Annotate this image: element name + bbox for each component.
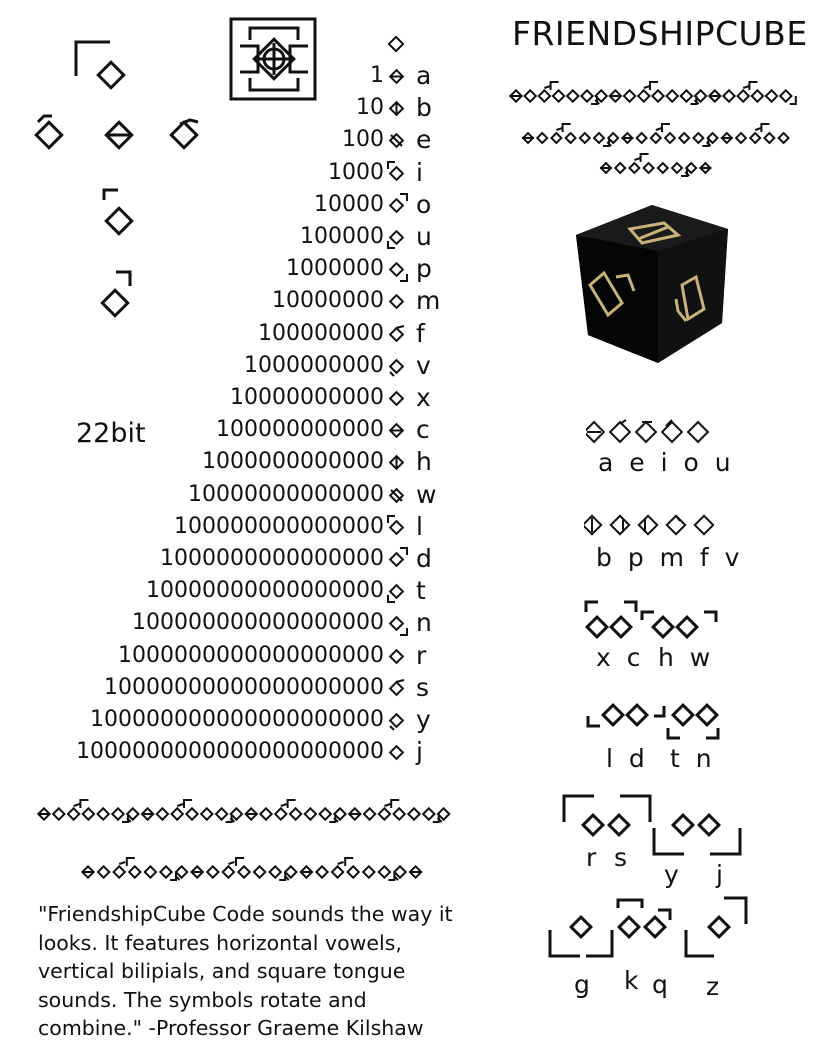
- g-letter: g: [574, 970, 594, 999]
- letter-label: e: [416, 125, 432, 155]
- example-glyph-line-3: [598, 152, 718, 182]
- glyph-diamond-icon: [594, 133, 604, 143]
- friendshipcube-photo: [572, 203, 732, 365]
- table-row: [0, 92, 460, 124]
- glyph-diamond-icon: [207, 866, 218, 877]
- binary-value: 1000: [328, 159, 384, 185]
- binary-value: 1000000000000: [202, 449, 384, 475]
- binary-value: 10000000000000000: [146, 578, 384, 604]
- letter-glyph-icon: [384, 607, 414, 639]
- letter-label: b: [416, 93, 432, 123]
- glyph-diamond-icon: [662, 422, 682, 442]
- glyph-diamond-icon: [539, 90, 550, 101]
- sentence-glyphs-line-1: [36, 790, 466, 834]
- binary-value: 100000000000000: [174, 513, 384, 539]
- glyph-diamond-icon: [98, 808, 109, 819]
- letter-glyph-icon: [384, 382, 414, 414]
- table-row: [0, 446, 460, 478]
- table-row: [0, 221, 460, 253]
- glyph-diamond-icon: [275, 808, 286, 819]
- glyph-diamond-icon: [695, 516, 713, 534]
- j-letter: j: [716, 860, 727, 889]
- glyph-diamond-icon: [112, 808, 123, 819]
- letter-glyph-icon: [384, 60, 414, 92]
- glyph-diamond-icon: [779, 133, 789, 143]
- glyph-diamond-icon: [223, 866, 234, 877]
- table-row: [0, 414, 460, 446]
- letter-label: f: [416, 318, 425, 348]
- letter-label: x: [416, 383, 431, 412]
- glyph-diamond-icon: [53, 808, 64, 819]
- binary-value: 100000000000000000000: [90, 707, 384, 732]
- letter-glyph-icon: [384, 543, 414, 575]
- xc-letters: x c: [596, 643, 645, 672]
- glyph-diamond-icon: [624, 90, 635, 101]
- glyph-diamond-icon: [332, 866, 343, 877]
- gkqz-glyphs: [546, 894, 756, 964]
- glyph-diamond-icon: [238, 866, 249, 877]
- binary-value: 10000000000: [230, 385, 384, 410]
- letter-glyph-icon: [384, 575, 414, 607]
- table-row: [0, 479, 460, 511]
- glyph-diamond-icon: [260, 808, 271, 819]
- glyph-diamond-icon: [637, 133, 647, 143]
- letter-glyph-icon: [384, 446, 414, 478]
- letter-label: l: [416, 511, 423, 541]
- glyph-diamond-icon: [348, 866, 359, 877]
- table-row: [0, 318, 460, 350]
- letter-label: y: [416, 705, 431, 734]
- binary-value: 100000000: [258, 320, 384, 346]
- binary-value: 1000000000000000000000: [76, 739, 384, 765]
- table-row: [0, 189, 460, 221]
- glyph-diamond-icon: [379, 866, 390, 877]
- glyph-diamond-icon: [629, 163, 639, 173]
- letter-glyph-icon: [384, 253, 414, 285]
- xc-hw-glyphs: [582, 598, 722, 642]
- letter-glyph-icon: [384, 350, 414, 382]
- glyph-diamond-icon: [566, 133, 576, 143]
- glyph-diamond-icon: [98, 866, 109, 877]
- s-letter: s: [614, 843, 632, 872]
- letter-label: a: [416, 61, 432, 90]
- glyph-diamond-icon: [638, 90, 649, 101]
- binary-value: 100000000000000000: [132, 610, 384, 636]
- glyph-diamond-icon: [636, 422, 656, 442]
- letter-glyph-icon: [384, 221, 414, 253]
- bilabial-glyphs: [584, 510, 714, 540]
- glyph-diamond-icon: [611, 516, 629, 534]
- bit-width-label: 22bit: [76, 418, 146, 449]
- glyph-diamond-icon: [580, 133, 590, 143]
- glyph-diamond-icon: [201, 808, 212, 819]
- glyph-diamond-icon: [681, 90, 692, 101]
- letter-glyph-icon: [384, 285, 414, 317]
- vowel-glyphs: [586, 414, 710, 448]
- glyph-diamond-icon: [83, 808, 94, 819]
- letter-label: t: [416, 576, 426, 606]
- glyph-diamond-icon: [553, 90, 564, 101]
- hw-letters: h w: [658, 643, 715, 672]
- y-letter: y: [664, 860, 683, 889]
- glyph-diamond-icon: [129, 866, 140, 877]
- table-row: [0, 575, 460, 607]
- glyph-diamond-icon: [752, 90, 763, 101]
- glyph-diamond-icon: [364, 808, 375, 819]
- glyph-diamond-icon: [290, 808, 301, 819]
- letter-label: o: [416, 189, 432, 219]
- table-row: [0, 124, 460, 156]
- glyph-diamond-icon: [644, 163, 654, 173]
- letter-label: i: [416, 157, 423, 187]
- glyph-diamond-icon: [780, 90, 791, 101]
- glyph-diamond-icon: [216, 808, 227, 819]
- table-row: [0, 607, 460, 639]
- glyph-diamond-icon: [667, 90, 678, 101]
- binary-value: 1000000: [286, 256, 384, 282]
- letter-label: n: [416, 608, 432, 638]
- table-row: [0, 543, 460, 575]
- glyph-diamond-icon: [658, 163, 668, 173]
- letter-label: u: [416, 222, 432, 251]
- binary-value: 1000000000: [244, 352, 384, 378]
- letter-label: c: [416, 415, 430, 445]
- z-letter: z: [706, 972, 724, 1001]
- ld-tn-glyphs: [584, 700, 724, 744]
- binary-value: 10000000: [272, 288, 384, 314]
- binary-value: 100000: [300, 224, 384, 249]
- table-row: [0, 672, 460, 704]
- binary-value: 10: [356, 95, 384, 121]
- glyph-diamond-icon: [320, 808, 331, 819]
- glyph-diamond-icon: [408, 808, 419, 819]
- q-letter: q: [652, 970, 672, 999]
- binary-code-table: [0, 0, 460, 780]
- glyph-diamond-icon: [537, 133, 547, 143]
- glyph-diamond-icon: [551, 133, 561, 143]
- glyph-diamond-icon: [394, 808, 405, 819]
- glyph-diamond-icon: [672, 163, 682, 173]
- glyph-diamond-icon: [738, 90, 749, 101]
- binary-value: 100: [342, 127, 384, 153]
- glyph-diamond-icon: [525, 90, 536, 101]
- table-row: [0, 350, 460, 382]
- glyph-diamond-icon: [172, 808, 183, 819]
- letter-glyph-icon: [384, 736, 414, 768]
- tn-letters: t n: [670, 744, 716, 773]
- glyph-diamond-icon: [766, 90, 777, 101]
- glyph-diamond-icon: [394, 866, 405, 877]
- glyph-diamond-icon: [679, 133, 689, 143]
- k-letter: k: [624, 966, 643, 995]
- glyph-diamond-icon: [581, 90, 592, 101]
- glyph-diamond-icon: [363, 866, 374, 877]
- letter-label: p: [416, 254, 432, 284]
- letter-label: m: [416, 286, 441, 316]
- letter-glyph-icon: [384, 704, 414, 736]
- glyph-diamond-icon: [667, 516, 685, 534]
- glyph-diamond-icon: [750, 133, 760, 143]
- table-row: [0, 157, 460, 189]
- professor-quote: "FriendshipCube Code sounds the way it looks. It features horizontal vowels, vertical bilipials, and square tongue sounds. The symbols rotate and combine." -Professor Graeme Kilshaw: [38, 902, 453, 1040]
- letter-glyph-icon: [384, 92, 414, 124]
- glyph-diamond-icon: [423, 808, 434, 819]
- ld-letters: l d: [606, 744, 649, 773]
- glyph-diamond-icon: [764, 133, 774, 143]
- letter-label: w: [416, 479, 437, 509]
- binary-value: 10000000000000000000: [104, 674, 384, 700]
- letter-label: s: [416, 672, 430, 702]
- glyph-diamond-icon: [145, 866, 156, 877]
- glyph-diamond-icon: [688, 422, 708, 442]
- glyph-diamond-icon: [736, 133, 746, 143]
- binary-value: 1: [370, 63, 384, 88]
- example-glyph-line-2: [520, 122, 795, 152]
- letter-glyph-icon: [384, 157, 414, 189]
- letter-glyph-icon: [384, 479, 414, 511]
- letter-glyph-icon: [384, 414, 414, 446]
- table-row: [0, 60, 460, 92]
- table-row: [0, 511, 460, 543]
- letter-glyph-icon: [384, 640, 414, 672]
- page-title: FRIENDSHIPCUBE: [512, 14, 808, 53]
- glyph-diamond-icon: [114, 866, 125, 877]
- r-letter: r: [586, 843, 601, 872]
- letter-glyph-icon: [384, 672, 414, 704]
- table-row: [0, 382, 460, 414]
- glyph-diamond-icon: [610, 422, 630, 442]
- glyph-diamond-icon: [270, 866, 281, 877]
- letter-label: v: [416, 350, 431, 380]
- glyph-diamond-icon: [567, 90, 578, 101]
- letter-label: d: [416, 544, 432, 573]
- glyph-diamond-icon: [652, 90, 663, 101]
- glyph-diamond-icon: [176, 866, 187, 877]
- glyph-diamond-icon: [157, 808, 168, 819]
- example-glyph-line-1: [508, 74, 798, 112]
- letter-glyph-icon: [384, 124, 414, 156]
- letter-label: j: [416, 737, 423, 767]
- glyph-diamond-icon: [316, 866, 327, 877]
- glyph-diamond-icon: [665, 133, 675, 143]
- glyph-diamond-icon: [254, 866, 265, 877]
- letter-glyph-icon: [384, 511, 414, 543]
- glyph-diamond-icon: [285, 866, 296, 877]
- glyph-diamond-icon: [305, 808, 316, 819]
- sentence-glyphs-line-2: [80, 846, 440, 896]
- binary-value: 10000: [314, 191, 384, 217]
- binary-value: 1000000000000000000: [118, 642, 384, 668]
- binary-value: 10000000000000: [188, 481, 384, 507]
- glyph-diamond-icon: [186, 808, 197, 819]
- letter-glyph-icon: [384, 318, 414, 350]
- table-row: [0, 285, 460, 317]
- bilabial-letters: b p m f v: [596, 543, 744, 572]
- glyph-diamond-icon: [693, 133, 703, 143]
- glyph-diamond-icon: [639, 516, 657, 534]
- table-row: [0, 640, 460, 672]
- letter-label: r: [416, 640, 427, 670]
- glyph-diamond-icon: [68, 808, 79, 819]
- table-row: [0, 253, 460, 285]
- binary-value: 100000000000: [216, 417, 384, 443]
- glyph-diamond-icon: [615, 163, 625, 173]
- table-row: [0, 736, 460, 768]
- glyph-diamond-icon: [651, 133, 661, 143]
- binary-value: 1000000000000000: [160, 546, 384, 571]
- table-row: [0, 704, 460, 736]
- glyph-diamond-icon: [723, 90, 734, 101]
- letter-label: h: [416, 447, 432, 477]
- vowel-letters: a e i o u: [598, 448, 735, 477]
- glyph-diamond-icon: [379, 808, 390, 819]
- glyph-diamond-icon: [160, 866, 171, 877]
- letter-glyph-icon: [384, 189, 414, 221]
